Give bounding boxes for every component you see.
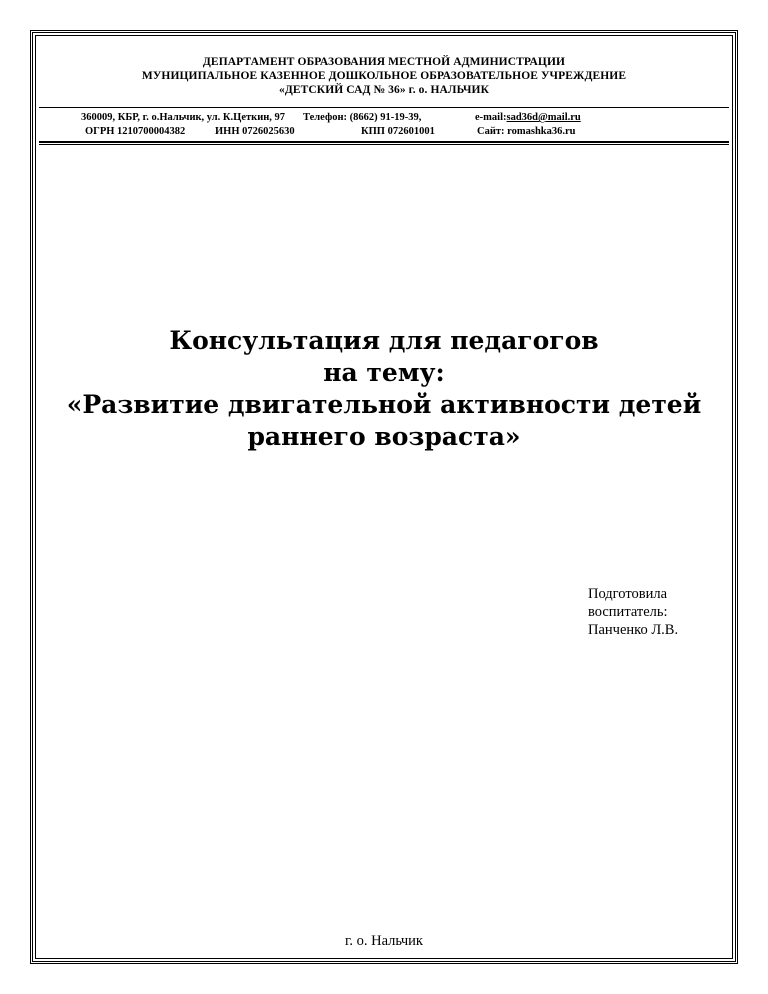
website: Сайт: romashka36.ru — [477, 126, 576, 137]
email-link[interactable]: sad36d@mail.ru — [506, 112, 581, 123]
city-footer: г. о. Нальчик — [345, 933, 423, 949]
page-frame — [30, 30, 738, 964]
contacts-divider — [39, 141, 729, 145]
email-field — [475, 111, 675, 125]
email-label: e-mail: — [475, 112, 507, 123]
contact-row-2 — [81, 125, 701, 139]
title-line-2: на тему: — [323, 358, 445, 387]
document-title — [33, 325, 735, 453]
author-role: воспитатель: — [588, 604, 668, 620]
letterhead — [33, 55, 735, 97]
department-name: ДЕПАРТАМЕНТ ОБРАЗОВАНИЯ МЕСТНОЙ АДМИНИСТРАЦИИ — [202, 56, 566, 68]
kpp: КПП 072601001 — [361, 126, 435, 137]
title-line-1: Консультация для педагогов — [169, 326, 599, 355]
inn: ИНН 0726025630 — [215, 126, 295, 137]
phone: Телефон: (8662) 91-19-39, — [303, 112, 422, 123]
contact-row-1 — [81, 111, 701, 125]
institution-name: «ДЕТСКИЙ САД № 36» г. о. НАЛЬЧИК — [278, 84, 490, 96]
institution-type: МУНИЦИПАЛЬНОЕ КАЗЕННОЕ ДОШКОЛЬНОЕ ОБРАЗОВАТЕЛЬНОЕ УЧРЕЖДЕНИЕ — [141, 70, 627, 82]
contact-block — [81, 111, 701, 139]
author-block — [588, 585, 678, 639]
address: 360009, КБР, г. о.Нальчик, ул. К.Цеткин, 97 — [81, 112, 286, 123]
ogrn: ОГРН 1210700004382 — [85, 126, 186, 137]
header-divider — [39, 107, 729, 109]
prepared-by-label: Подготовила — [588, 586, 667, 602]
author-name: Панченко Л.В. — [588, 622, 679, 638]
title-line-3: «Развитие двигательной активности детей — [66, 390, 702, 419]
title-line-4: раннего возраста» — [247, 422, 521, 451]
